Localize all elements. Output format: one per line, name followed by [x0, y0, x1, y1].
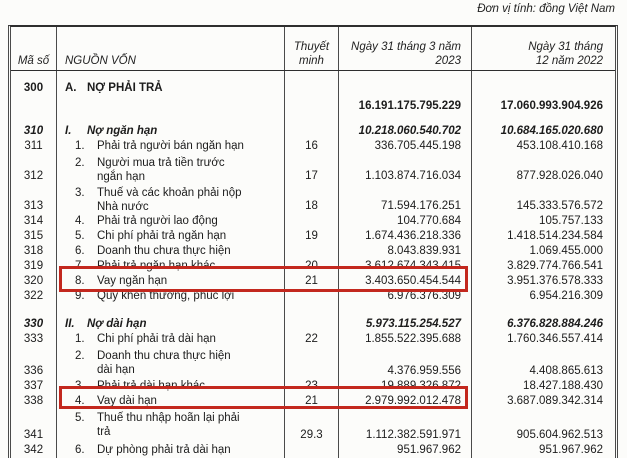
row-note — [285, 71, 339, 115]
row-note — [285, 348, 339, 380]
row-code: 314 — [11, 215, 57, 230]
row-note — [285, 318, 339, 333]
row-number: 3. — [75, 187, 85, 199]
row-note: 29.3 — [285, 410, 339, 444]
table-row-315 — [11, 230, 615, 245]
row-value-2022: 4.408.865.613 — [529, 365, 603, 377]
row-code: 315 — [11, 230, 57, 245]
row-number: 2. — [75, 350, 85, 362]
table-header-row — [11, 27, 615, 71]
row-value-2022: 877.928.026.040 — [516, 170, 603, 182]
row-label-cell — [57, 215, 285, 230]
header-col-2023: Ngày 31 tháng 3 năm 2023 — [339, 27, 472, 70]
row-label: Nợ dài hạn — [87, 318, 147, 330]
row-value-2023: 4.376.959.556 — [339, 348, 472, 380]
row-label-cell — [57, 380, 285, 395]
row-code: 330 — [11, 318, 57, 333]
row-code: 318 — [11, 245, 57, 260]
row-value-2023: 3.612.674.343.415 — [339, 260, 472, 275]
row-value-2023: 2.979.992.012.478 — [339, 395, 472, 410]
row-code: 300 — [11, 71, 57, 115]
row-label: Phải trả dài hạn khác — [97, 380, 206, 392]
row-code: 313 — [11, 185, 57, 215]
row-value-2023: 1.674.436.218.336 — [339, 230, 472, 245]
row-value-2023: 10.218.060.540.702 — [339, 125, 472, 140]
row-value-2022: 145.333.576.572 — [516, 200, 603, 212]
row-label: Người mua trả tiền trước ngắn hạn — [97, 157, 225, 183]
row-label-cell — [57, 395, 285, 410]
row-note — [285, 125, 339, 140]
row-value-2022: 6.954.216.309 — [529, 290, 603, 302]
row-label: Phải trả ngắn hạn khác — [97, 260, 216, 272]
table-row-319 — [11, 260, 615, 275]
row-number: 6. — [75, 245, 85, 257]
table-row-312 — [11, 155, 615, 185]
row-label-cell — [57, 125, 285, 140]
row-code: 312 — [11, 155, 57, 185]
table-row-300 — [11, 71, 615, 115]
row-label: Chi phí phải trả ngắn hạn — [97, 230, 227, 242]
row-value-2023: 71.594.176.251 — [339, 185, 472, 215]
row-value-2023: 6.976.376.309 — [339, 290, 472, 305]
row-value-2023: 951.967.962 — [339, 444, 472, 458]
row-label-cell — [57, 333, 285, 348]
row-value-2023: 104.770.684 — [339, 215, 472, 230]
row-note: 17 — [285, 155, 339, 185]
table-spacer — [11, 115, 615, 125]
row-label-cell — [57, 410, 285, 444]
row-label: Chi phí phải trả dài hạn — [97, 333, 216, 345]
row-label: Doanh thu chưa thực hiện dài hạn — [97, 350, 231, 376]
row-code: 342 — [11, 444, 57, 458]
row-note — [285, 290, 339, 305]
row-label-cell — [57, 318, 285, 333]
row-value-2022: 453.108.410.168 — [516, 140, 603, 152]
row-note — [285, 245, 339, 260]
row-value-2023: 1.112.382.591.971 — [339, 410, 472, 444]
row-label: Dự phòng phải trả dài hạn — [97, 444, 231, 456]
row-value-2022: 10.684.165.020.680 — [500, 125, 603, 137]
row-number: 6. — [75, 444, 85, 456]
row-number: 3. — [75, 380, 85, 392]
row-label: Nợ ngắn hạn — [87, 125, 158, 137]
row-code: 310 — [11, 125, 57, 140]
row-value-2022: 1.069.455.000 — [529, 245, 603, 257]
row-value-2023: 336.705.445.198 — [339, 140, 472, 155]
row-note: 23 — [285, 380, 339, 395]
row-label: Vay ngắn hạn — [97, 275, 168, 287]
row-number: 2. — [75, 157, 85, 169]
header-source: NGUỒN VỐN — [57, 27, 285, 70]
row-number: 7. — [75, 260, 85, 272]
row-note: 21 — [285, 395, 339, 410]
row-number: 5. — [75, 230, 85, 242]
row-value-2022: 951.967.962 — [539, 444, 603, 456]
row-label-cell — [57, 185, 285, 215]
row-value-2022: 1.418.514.234.584 — [507, 230, 603, 242]
table-row-310 — [11, 125, 615, 140]
row-code: 322 — [11, 290, 57, 305]
row-value-2023: 1.855.522.395.688 — [339, 333, 472, 348]
table-row-330 — [11, 318, 615, 333]
row-value-2022: 6.376.828.884.246 — [507, 318, 603, 330]
row-number: 5. — [75, 412, 85, 424]
table-row-337 — [11, 380, 615, 395]
row-note: 22 — [285, 333, 339, 348]
row-number: 8. — [75, 275, 85, 287]
row-code: 319 — [11, 260, 57, 275]
row-label-cell — [57, 71, 285, 115]
row-label: NỢ PHẢI TRẢ — [87, 82, 163, 94]
row-code: 341 — [11, 410, 57, 444]
row-label: Quỹ khen thưởng, phúc lợi — [97, 290, 235, 302]
table-spacer — [11, 305, 615, 318]
table-row-320-short-term-loans — [11, 275, 615, 290]
row-code: 336 — [11, 348, 57, 380]
row-value-2022: 3.687.089.342.314 — [507, 395, 603, 407]
row-number: 4. — [75, 215, 85, 227]
row-label: Vay dài hạn — [97, 395, 157, 407]
row-label-cell — [57, 155, 285, 185]
row-label-cell — [57, 275, 285, 290]
row-value-2022: 1.760.346.557.414 — [507, 333, 603, 345]
table-row-313 — [11, 185, 615, 215]
row-code: 333 — [11, 333, 57, 348]
row-number: 1. — [75, 140, 85, 152]
balance-sheet-table — [8, 25, 618, 458]
row-note: 21 — [285, 275, 339, 290]
row-value-2023: 5.973.115.254.527 — [339, 318, 472, 333]
table-row-342 — [11, 444, 615, 458]
row-prefix: A. — [65, 82, 77, 94]
unit-label: Đơn vị tính: đồng Việt Nam — [477, 3, 615, 15]
row-value-2023: 8.043.839.931 — [339, 245, 472, 260]
table-row-318 — [11, 245, 615, 260]
row-label: Phải trả người lao động — [97, 215, 218, 227]
row-note: 19 — [285, 230, 339, 245]
row-note — [285, 444, 339, 458]
row-label: Doanh thu chưa thực hiện — [97, 245, 231, 257]
table-row-338-long-term-loans — [11, 395, 615, 410]
row-value-2022: 17.060.993.904.926 — [500, 100, 603, 112]
row-code: 337 — [11, 380, 57, 395]
row-number: 4. — [75, 395, 85, 407]
row-value-2023: 1.103.874.716.034 — [339, 155, 472, 185]
table-row-341 — [11, 410, 615, 444]
row-label-cell — [57, 245, 285, 260]
table-row-314 — [11, 215, 615, 230]
row-value-2022: 18.427.188.430 — [523, 380, 603, 392]
row-label-cell — [57, 140, 285, 155]
row-value-2023: 16.191.175.795.229 — [339, 71, 472, 115]
header-note: Thuyết minh — [285, 27, 339, 70]
row-note: 18 — [285, 185, 339, 215]
header-code: Mã số — [11, 27, 57, 70]
row-value-2022: 3.951.376.578.333 — [507, 275, 603, 287]
row-value-2022: 905.604.962.513 — [516, 429, 603, 441]
row-value-2022: 3.829.774.766.541 — [507, 260, 603, 272]
row-label-cell — [57, 290, 285, 305]
row-label-cell — [57, 260, 285, 275]
row-code: 311 — [11, 140, 57, 155]
row-prefix: II. — [65, 318, 75, 330]
row-note: 16 — [285, 140, 339, 155]
row-code: 320 — [11, 275, 57, 290]
row-code: 338 — [11, 395, 57, 410]
row-number: 9. — [75, 290, 85, 302]
table-row-311 — [11, 140, 615, 155]
table-row-322 — [11, 290, 615, 305]
row-prefix: I. — [65, 125, 72, 137]
row-value-2022: 105.757.133 — [539, 215, 603, 227]
row-label: Phải trả người bán ngắn hạn — [97, 140, 244, 152]
row-label-cell — [57, 230, 285, 245]
row-label-cell — [57, 444, 285, 458]
row-value-2023: 3.403.650.454.544 — [339, 275, 472, 290]
table-row-333 — [11, 333, 615, 348]
row-note: 20 — [285, 260, 339, 275]
row-label: Thuế thu nhập hoãn lại phải trả — [97, 412, 240, 438]
header-col-2022: Ngày 31 tháng 12 năm 2022 — [528, 41, 603, 67]
row-note — [285, 215, 339, 230]
table-row-336 — [11, 348, 615, 380]
row-value-2023: 19.889.326.872 — [339, 380, 472, 395]
row-number: 1. — [75, 333, 85, 345]
row-label: Thuế và các khoản phải nộp Nhà nước — [97, 187, 242, 213]
row-label-cell — [57, 348, 285, 380]
